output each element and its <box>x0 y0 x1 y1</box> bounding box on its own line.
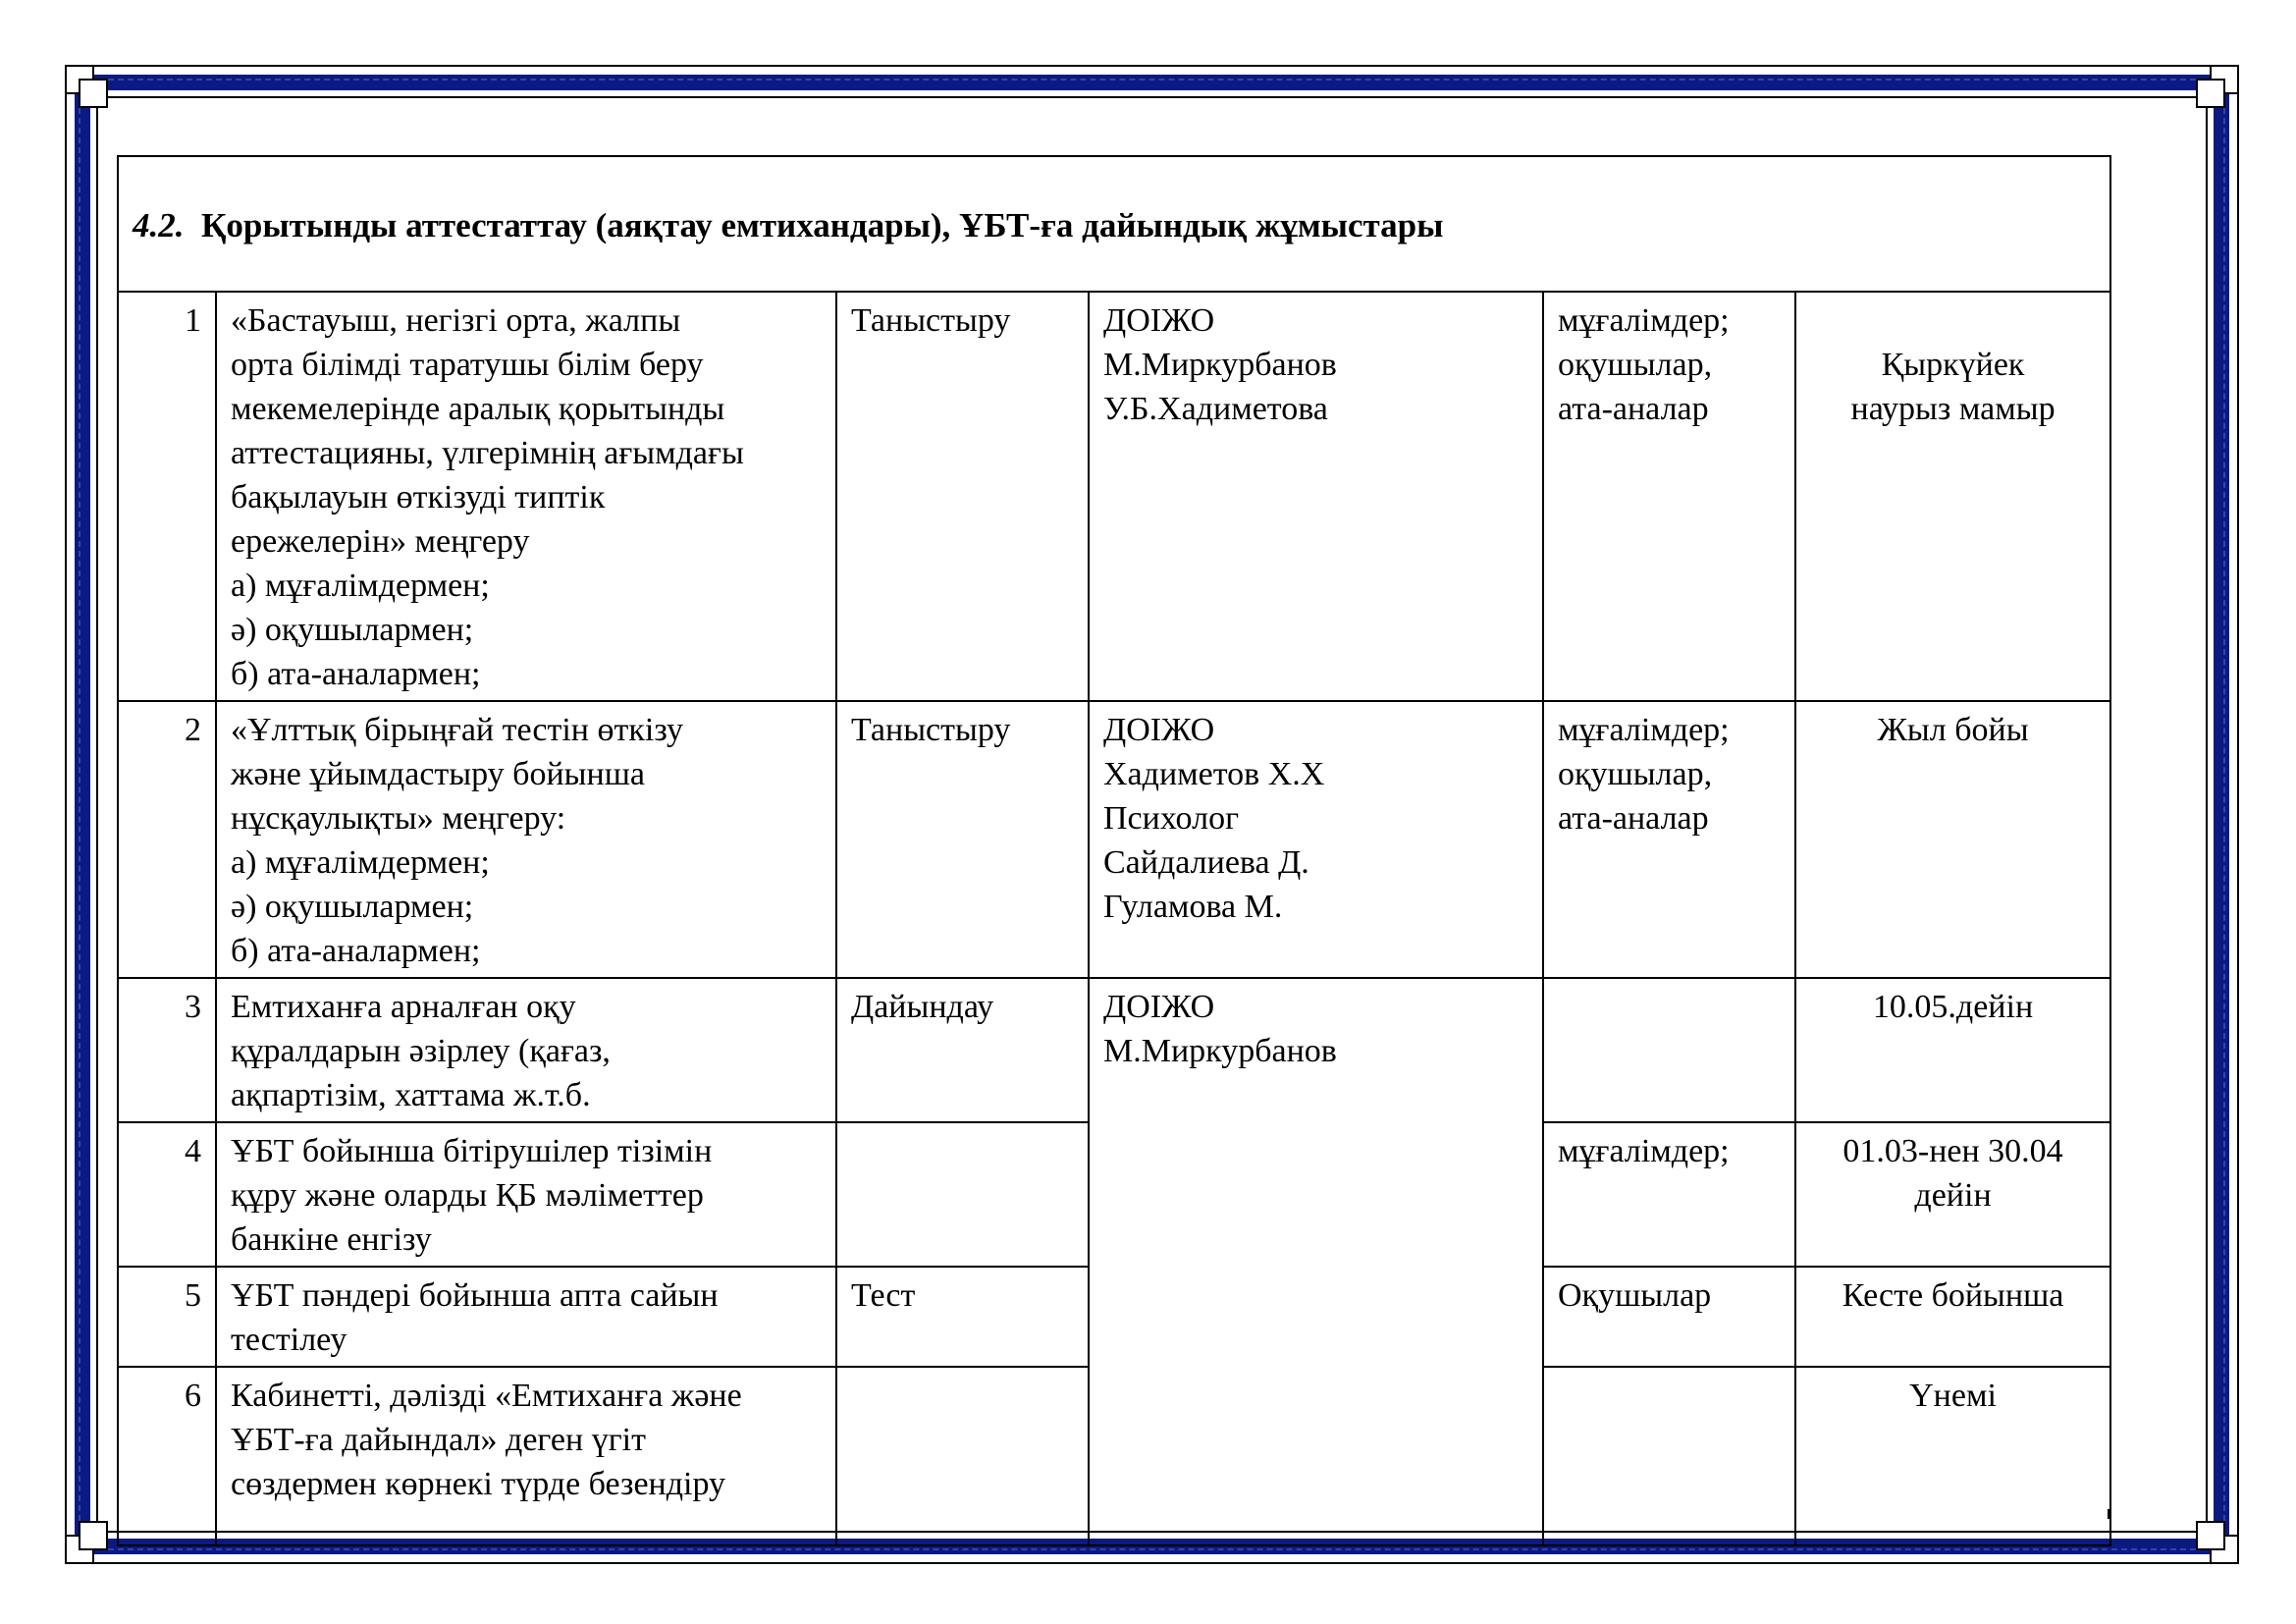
row-number: 4 <box>118 1122 216 1267</box>
content-line: ҰБТ пәндері бойынша апта сайын <box>231 1277 719 1314</box>
row-content <box>216 292 836 701</box>
table-row <box>118 978 2110 1122</box>
content-line: б) ата-аналармен; <box>231 933 481 969</box>
plan-table <box>117 155 2111 1546</box>
audience-line: Оқушылар <box>1558 1277 1712 1314</box>
responsible-line: Сайдалиева Д. <box>1103 844 1309 881</box>
row-form <box>836 1122 1089 1267</box>
content-line: құралдарын әзірлеу (қағаз, <box>231 1033 611 1069</box>
content-line: сөздермен көрнекі түрде безендіру <box>231 1466 726 1502</box>
time-line: 01.03-нен 30.04 <box>1842 1133 2063 1169</box>
responsible-line: Хадиметов Х.Х <box>1103 756 1325 792</box>
content-line: «Бастауыш, негізгі орта, жалпы <box>231 302 681 339</box>
row-form: Таныстыру <box>836 701 1089 978</box>
row-audience <box>1543 1267 1795 1367</box>
content-line: ережелерін» меңгеру <box>231 523 530 560</box>
row-responsible <box>1089 701 1543 978</box>
audience-line: мұғалімдер; <box>1558 712 1730 748</box>
content-line: құру және оларды ҚБ мәліметтер <box>231 1177 704 1214</box>
content-line: ҰБТ бойынша бітірушілер тізімін <box>231 1133 713 1169</box>
content-line: аттестацияны, үлгерімнің ағымдағы <box>231 435 744 471</box>
row-number: 6 <box>118 1367 216 1545</box>
row-content <box>216 1122 836 1267</box>
audience-line: мұғалімдер; <box>1558 302 1730 339</box>
row-time <box>1795 292 2110 701</box>
responsible-line: Гуламова М. <box>1103 889 1283 925</box>
time-line: Үнемі <box>1909 1378 1997 1414</box>
content-line: а) мұғалімдермен; <box>231 568 490 604</box>
responsible-line: М.Миркурбанов <box>1103 347 1337 383</box>
row-number: 5 <box>118 1267 216 1367</box>
row-content <box>216 701 836 978</box>
table-tail-tick-left <box>117 1509 119 1519</box>
audience-line: мұғалімдер; <box>1558 1133 1730 1169</box>
row-time <box>1795 978 2110 1122</box>
row-time <box>1795 701 2110 978</box>
row-time <box>1795 1267 2110 1367</box>
row-audience <box>1543 292 1795 701</box>
content-line: мекемелерінде аралық қорытынды <box>231 391 725 427</box>
section-title: Қорытынды аттестаттау (аяқтау емтихандары), ҰБТ-ға дайындық жұмыстары <box>201 205 1444 244</box>
section-heading-row <box>118 156 2110 292</box>
audience-line: оқушылар, <box>1558 756 1713 792</box>
content-line: «Ұлттық бірыңғай тестін өткізу <box>231 712 684 748</box>
content-line: ә) оқушылармен; <box>231 889 474 925</box>
content-line: а) мұғалімдермен; <box>231 844 490 881</box>
time-line: Жыл бойы <box>1877 712 2029 748</box>
row-content <box>216 1267 836 1367</box>
content-line: Кабинетті, дәлізді «Емтиханға және <box>231 1378 742 1414</box>
row-audience <box>1543 1367 1795 1545</box>
row-number: 3 <box>118 978 216 1122</box>
time-line: наурыз мамыр <box>1850 391 2056 427</box>
row-audience <box>1543 978 1795 1122</box>
time-line: Қыркүйек <box>1881 347 2025 383</box>
row-form <box>836 1367 1089 1545</box>
responsible-line: ДОІЖО <box>1103 989 1215 1025</box>
table-row <box>118 701 2110 978</box>
section-number: 4.2. <box>133 205 185 244</box>
corner-ornament-bottom-right <box>2196 1521 2239 1564</box>
content-line: ақпартізім, хаттама ж.т.б. <box>231 1077 591 1113</box>
time-line: Кесте бойынша <box>1842 1277 2064 1314</box>
content-line: бақылауын өткізуді типтік <box>231 479 606 515</box>
content-line: банкіне енгізу <box>231 1221 432 1258</box>
row-responsible-merged <box>1089 978 1543 1545</box>
corner-ornament-bottom-left <box>65 1521 108 1564</box>
corner-ornament-top-left <box>65 65 108 108</box>
responsible-line: У.Б.Хадиметова <box>1103 391 1328 427</box>
row-form: Дайындау <box>836 978 1089 1122</box>
corner-ornament-top-right <box>2196 65 2239 108</box>
row-content <box>216 978 836 1122</box>
responsible-line: ДОІЖО <box>1103 302 1215 339</box>
row-content <box>216 1367 836 1545</box>
content-line: ҰБТ-ға дайындал» деген үгіт <box>231 1422 646 1458</box>
responsible-line: Психолог <box>1103 800 1240 837</box>
row-number: 2 <box>118 701 216 978</box>
content-line: орта білімді таратушы білім беру <box>231 347 704 383</box>
row-form: Таныстыру <box>836 292 1089 701</box>
content-line: Емтиханға арналған оқу <box>231 989 576 1025</box>
table-tail-tick-right <box>2108 1509 2109 1519</box>
table-row <box>118 292 2110 701</box>
audience-line: ата-аналар <box>1558 800 1709 837</box>
content-line: б) ата-аналармен; <box>231 656 481 692</box>
content-line: нұсқаулықты» меңгеру: <box>231 800 566 837</box>
row-form: Тест <box>836 1267 1089 1367</box>
row-audience <box>1543 701 1795 978</box>
row-responsible <box>1089 292 1543 701</box>
audience-line: оқушылар, <box>1558 347 1713 383</box>
time-line: дейін <box>1914 1177 1992 1214</box>
content-line: ә) оқушылармен; <box>231 612 474 648</box>
audience-line: ата-аналар <box>1558 391 1709 427</box>
content-line: және ұйымдастыру бойынша <box>231 756 645 792</box>
row-time <box>1795 1122 2110 1267</box>
content-line: тестілеу <box>231 1322 347 1358</box>
responsible-line: ДОІЖО <box>1103 712 1215 748</box>
time-line: 10.05.дейін <box>1872 989 2034 1025</box>
row-audience <box>1543 1122 1795 1267</box>
row-number: 1 <box>118 292 216 701</box>
responsible-line: М.Миркурбанов <box>1103 1033 1337 1069</box>
row-time <box>1795 1367 2110 1545</box>
section-heading <box>118 156 2110 292</box>
